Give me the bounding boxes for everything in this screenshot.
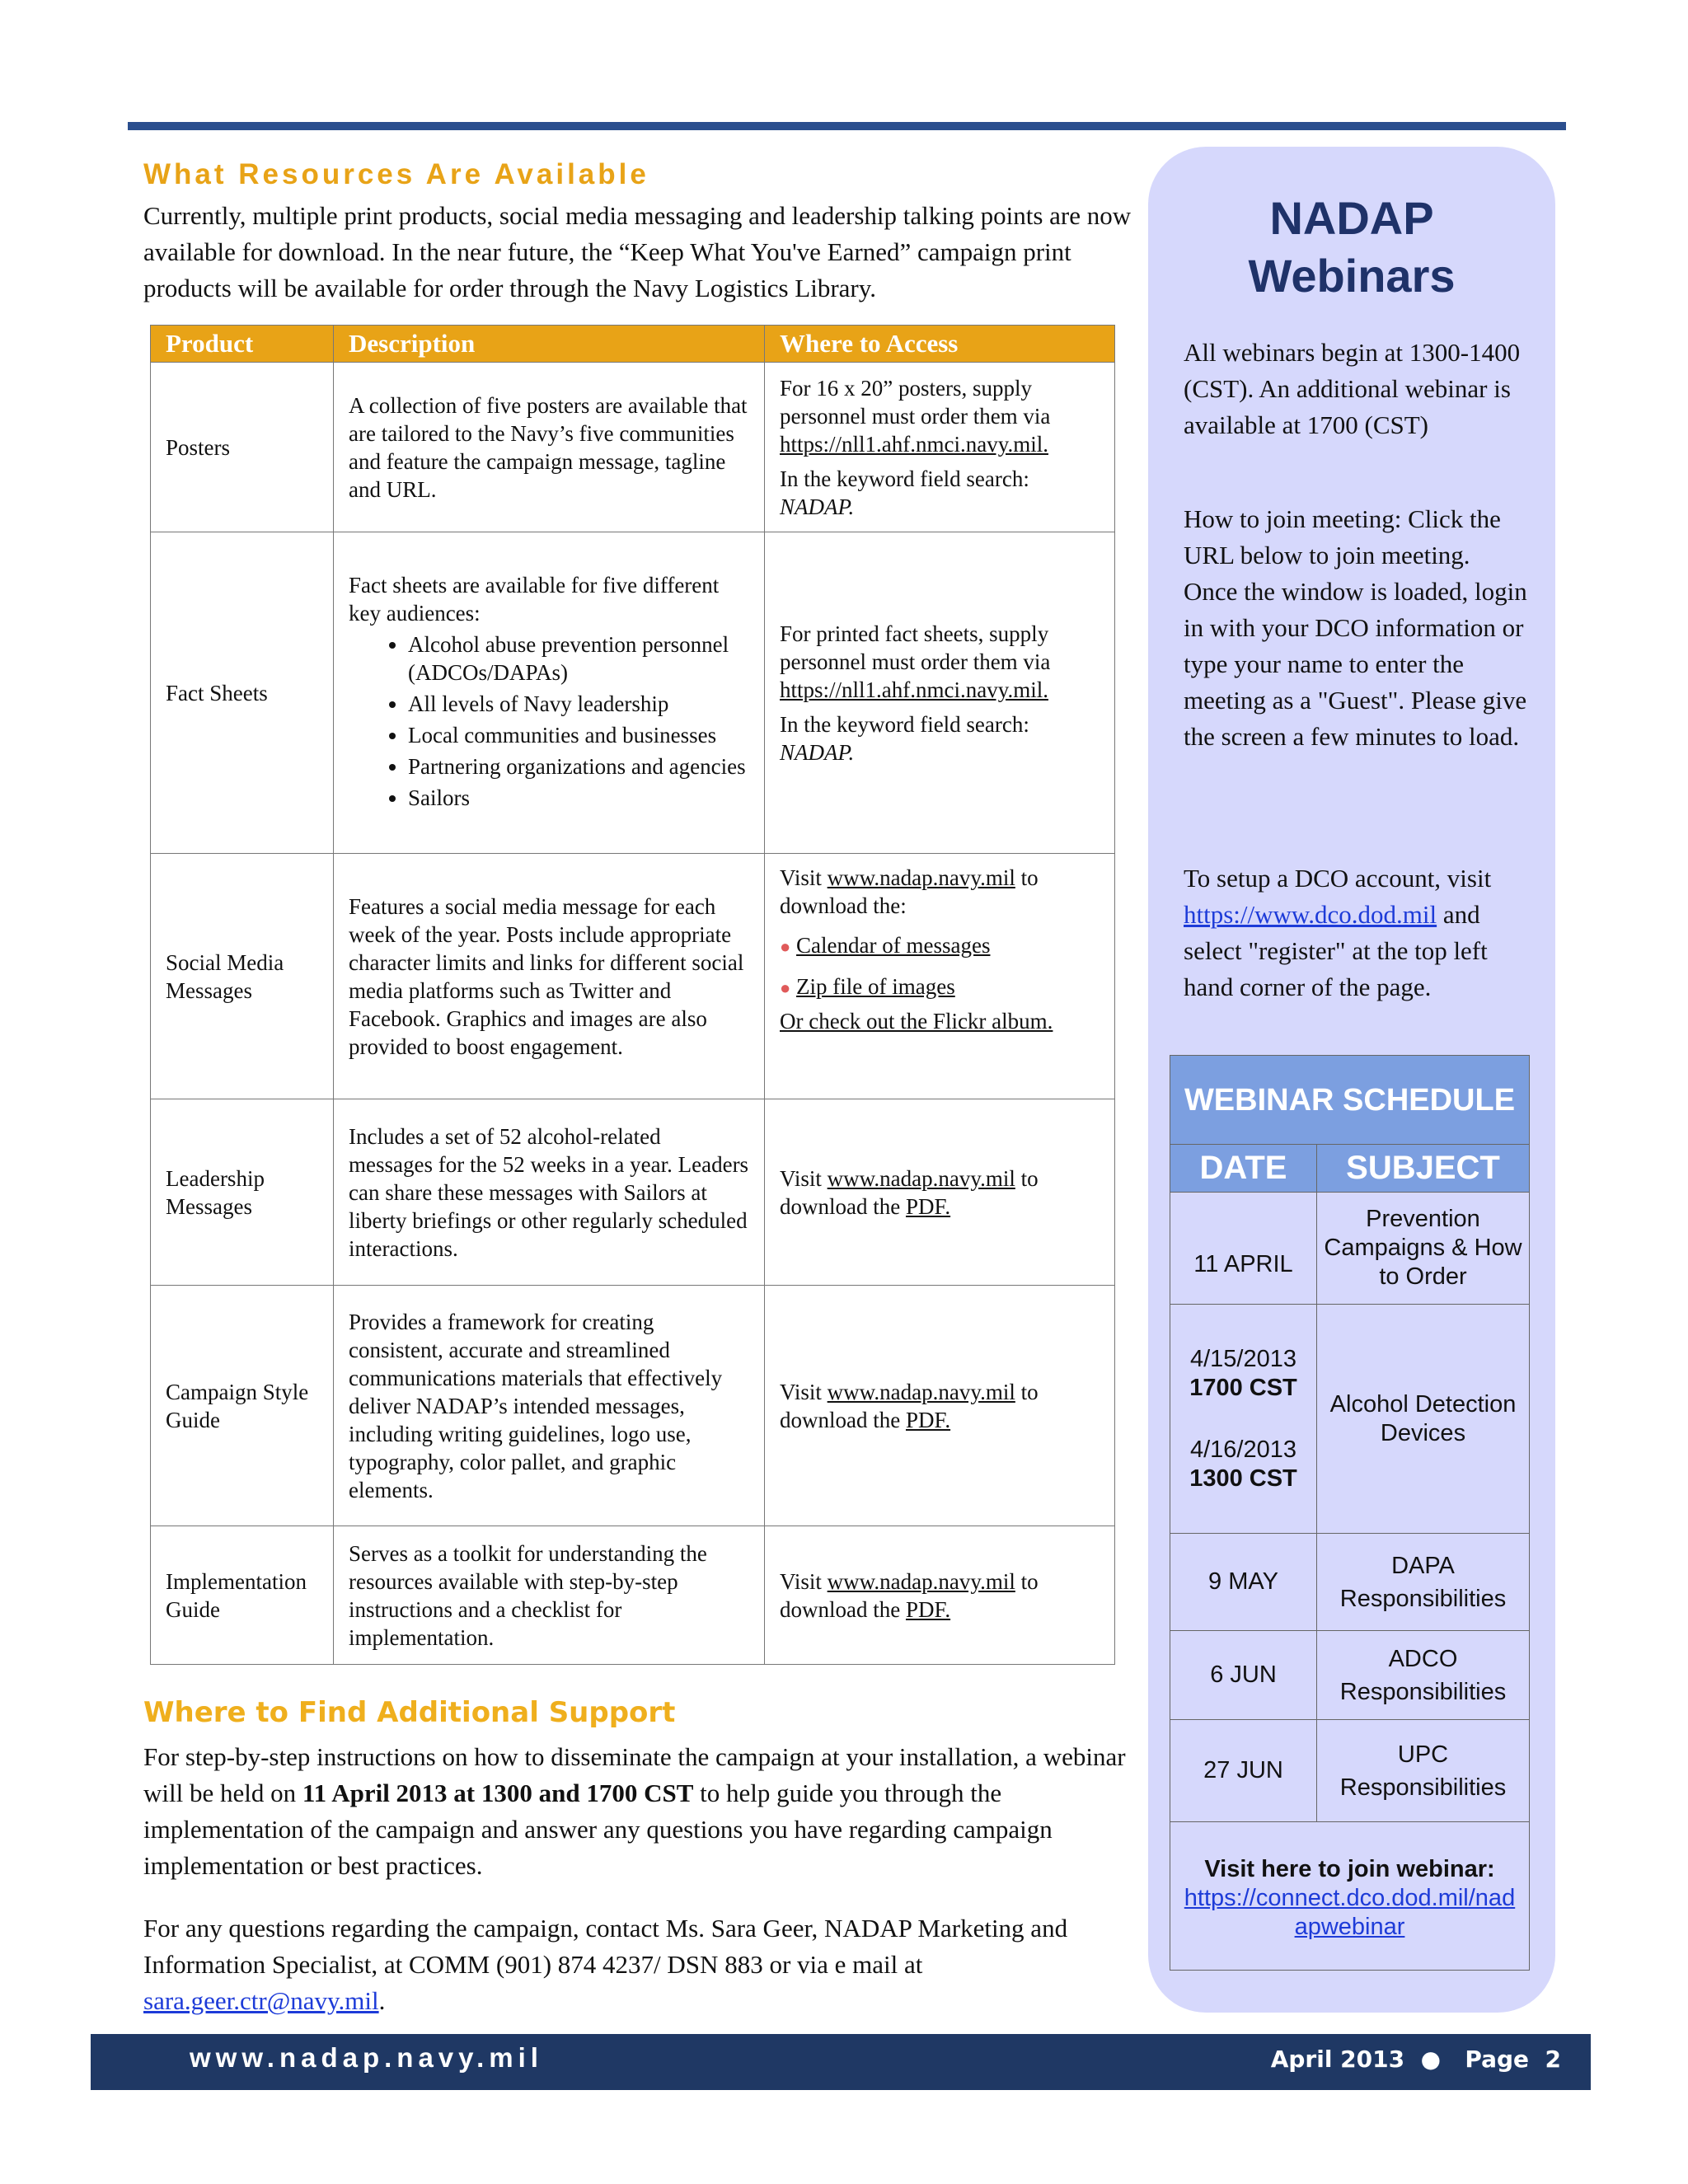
table-row: [151, 532, 1115, 854]
keyword-value: NADAP.: [780, 494, 855, 519]
access-cell: [765, 854, 1115, 1099]
table-row: [1170, 1631, 1530, 1720]
date-cell: [1170, 1305, 1317, 1534]
date-value: 4/15/2013: [1189, 1345, 1296, 1372]
table-row: [151, 854, 1115, 1099]
webinar-schedule-table: [1170, 1055, 1530, 1971]
support-text: to help guide you through the implementation of the campaign and answer any questions you have regarding campaign implementation or best practices.: [143, 1779, 1053, 1880]
dco-setup: [1184, 860, 1530, 1005]
webinar-join-link[interactable]: https://connect.dco.dod.mil/nadapwebinar: [1184, 1885, 1516, 1940]
table-row: [1170, 1305, 1530, 1534]
subject-cell: Alcohol Detection Devices: [1317, 1305, 1530, 1534]
table-row: [151, 1526, 1115, 1665]
date-value: 4/16/2013: [1189, 1436, 1296, 1463]
product-cell: Fact Sheets: [151, 532, 334, 854]
description-cell: Features a social media message for each week of the year. Posts include appropriate character limits and links for different social media platforms such as Twitter and Facebook. Graphics and images are also provided to boost engagement.: [334, 854, 765, 1099]
description-cell: Provides a framework for creating consistent, accurate and streamlined communications materials that effectively deliver NADAP’s intended messages, including writing guidelines, logo use, typography, color pallet, and graphic elements.: [334, 1286, 765, 1526]
table-row: [1170, 1720, 1530, 1822]
resources-section: [143, 158, 1132, 307]
column-header-access: Where to Access: [765, 326, 1115, 363]
pdf-link[interactable]: PDF.: [905, 1596, 951, 1622]
description-text: Fact sheets are available for five different key audiences:: [349, 572, 720, 626]
access-cell: [765, 532, 1115, 854]
bullet-dot-icon: ●: [780, 936, 791, 957]
bullet-dot-icon: ●: [780, 977, 791, 998]
contact-text: For any questions regarding the campaign, contact Ms. Sara Geer, NADAP Marketing and Information Specialist, at COMM (901) 874 4237/ DSN 883 or via e mail at: [143, 1914, 1068, 1979]
footer-bar: [91, 2034, 1591, 2090]
table-row: [151, 1099, 1115, 1286]
sidebar-title-line: Webinars: [1248, 250, 1456, 302]
period: .: [378, 1986, 386, 2015]
resources-heading: What Resources Are Available: [143, 158, 649, 190]
table-row: [1170, 1193, 1530, 1305]
subject-cell: Prevention Campaigns & How to Order: [1317, 1193, 1530, 1305]
list-item: • Sailors: [408, 784, 749, 812]
sidebar-title-line: NADAP: [1269, 192, 1434, 244]
product-cell: Leadership Messages: [151, 1099, 334, 1286]
calendar-link[interactable]: Calendar of messages: [796, 933, 991, 958]
audience-list: [349, 630, 749, 812]
access-cell: [765, 1526, 1115, 1665]
download-text: to download the: [780, 1568, 1039, 1622]
top-rule: [128, 122, 1566, 130]
access-cell: [765, 1286, 1115, 1526]
product-cell: Implementation Guide: [151, 1526, 334, 1665]
footer-url[interactable]: www.nadap.navy.mil: [190, 2042, 543, 2073]
table-row: [151, 363, 1115, 532]
pdf-link[interactable]: PDF.: [905, 1193, 951, 1219]
resources-table: [150, 325, 1115, 1665]
description-cell: A collection of five posters are available that are tailored to the Navy’s five communities and feature the campaign message, tagline and URL.: [334, 363, 765, 532]
footer-page-number: Page 2: [1465, 2046, 1561, 2073]
contact-paragraph: [143, 1910, 1132, 2019]
download-text: to download the: [780, 1379, 1039, 1432]
pdf-link[interactable]: PDF.: [905, 1407, 951, 1432]
column-header-subject: SUBJECT: [1317, 1145, 1530, 1193]
visit-text: Visit: [780, 1568, 822, 1594]
join-instructions: How to join meeting: Click the URL below to join meeting. Once the window is loaded, login in with your DCO information or type your name to enter the meeting as a "Guest". Please give the screen a few minutes to load.: [1184, 504, 1527, 751]
product-cell: Campaign Style Guide: [151, 1286, 334, 1526]
dco-text: To setup a DCO account, visit: [1184, 864, 1492, 893]
access-text: For printed fact sheets, supply personnel must order them via: [780, 621, 1051, 674]
visit-text: Visit: [780, 865, 822, 890]
nadap-site-link[interactable]: www.nadap.navy.mil: [827, 865, 1015, 890]
description-cell: Includes a set of 52 alcohol-related messages for the 52 weeks in a year. Leaders can share these messages with Sailors at liberty briefings or other regularly scheduled interactions.: [334, 1099, 765, 1286]
webinar-times: All webinars begin at 1300-1400 (CST). An additional webinar is available at 1700 (CST): [1184, 338, 1521, 439]
list-item: • All levels of Navy leadership: [408, 690, 749, 718]
keyword-label: In the keyword field search:: [780, 711, 1029, 737]
nadap-site-link[interactable]: www.nadap.navy.mil: [827, 1165, 1015, 1191]
column-header-product: Product: [151, 326, 334, 363]
nll-link[interactable]: https://nll1.ahf.nmci.navy.mil.: [780, 677, 1048, 702]
description-cell: Serves as a toolkit for understanding the resources available with step-by-step instructions and a checklist for implementation.: [334, 1526, 765, 1665]
support-text: For step-by-step instructions on how to disseminate the campaign at your installation, a webinar will be held on: [143, 1742, 1126, 1807]
time-value: 1300 CST: [1189, 1465, 1297, 1492]
support-paragraph: [143, 1739, 1132, 1884]
resources-intro: Currently, multiple print products, social media messaging and leadership talking points are now available for download. In the near future, the “Keep What You've Earned” campaign print products will be available for order through the Navy Logistics Library.: [143, 201, 1132, 302]
nll-link[interactable]: https://nll1.ahf.nmci.navy.mil.: [780, 431, 1048, 457]
table-row: [1170, 1534, 1530, 1631]
subject-cell: DAPA Responsibilities: [1317, 1534, 1530, 1631]
visit-label: Visit here to join webinar:: [1204, 1856, 1495, 1882]
list-item: • Alcohol abuse prevention personnel (ADCOs/DAPAs): [408, 630, 749, 687]
support-section: [143, 1696, 1132, 2019]
sidebar-title: [1148, 190, 1555, 305]
schedule-header-row: [1170, 1145, 1530, 1193]
access-text: For 16 x 20” posters, supply personnel must order them via: [780, 375, 1051, 429]
keyword-value: NADAP.: [780, 739, 855, 765]
download-text: to download the:: [780, 865, 1039, 918]
column-header-description: Description: [334, 326, 765, 363]
date-cell: 9 MAY: [1170, 1534, 1317, 1631]
visit-text: Visit: [780, 1379, 822, 1404]
list-item: • Local communities and businesses: [408, 721, 749, 749]
access-cell: [765, 1099, 1115, 1286]
column-header-date: DATE: [1170, 1145, 1317, 1193]
subject-cell: UPC Responsibilities: [1317, 1720, 1530, 1822]
product-cell: Social Media Messages: [151, 854, 334, 1099]
nadap-site-link[interactable]: www.nadap.navy.mil: [827, 1568, 1015, 1594]
footer-date: April 2013: [1270, 2046, 1405, 2073]
bullet-dot-icon: ●: [1412, 2046, 1457, 2073]
date-cell: 27 JUN: [1170, 1720, 1317, 1822]
date-cell: 6 JUN: [1170, 1631, 1317, 1720]
visit-text: Visit: [780, 1165, 822, 1191]
description-cell: [334, 532, 765, 854]
schedule-title: WEBINAR SCHEDULE: [1170, 1056, 1530, 1145]
table-header-row: [151, 326, 1115, 363]
footer-page-info: [1271, 2046, 1561, 2073]
visit-cell: [1170, 1822, 1530, 1971]
dco-link[interactable]: https://www.dco.dod.mil: [1184, 900, 1437, 929]
subject-cell: ADCO Responsibilities: [1317, 1631, 1530, 1720]
nadap-site-link[interactable]: www.nadap.navy.mil: [827, 1379, 1015, 1404]
date-cell: 11 APRIL: [1170, 1193, 1317, 1305]
table-row: [151, 1286, 1115, 1526]
download-text: to download the: [780, 1165, 1039, 1219]
flickr-link[interactable]: Or check out the Flickr album.: [780, 1009, 1053, 1033]
webinar-date: 11 April 2013 at 1300 and 1700 CST: [302, 1779, 694, 1807]
keyword-label: In the keyword field search:: [780, 466, 1029, 491]
time-value: 1700 CST: [1189, 1374, 1297, 1401]
support-heading: Where to Find Additional Support: [143, 1696, 676, 1729]
schedule-title-row: [1170, 1056, 1530, 1145]
dco-text: and select "register" at the top left hand corner of the page.: [1184, 900, 1488, 1001]
schedule-visit-row: [1170, 1822, 1530, 1971]
list-item: • Partnering organizations and agencies: [408, 752, 749, 780]
access-cell: [765, 363, 1115, 532]
zip-link[interactable]: Zip file of images: [796, 974, 955, 999]
product-cell: Posters: [151, 363, 334, 532]
email-link[interactable]: sara.geer.ctr@navy.mil: [143, 1986, 379, 2015]
